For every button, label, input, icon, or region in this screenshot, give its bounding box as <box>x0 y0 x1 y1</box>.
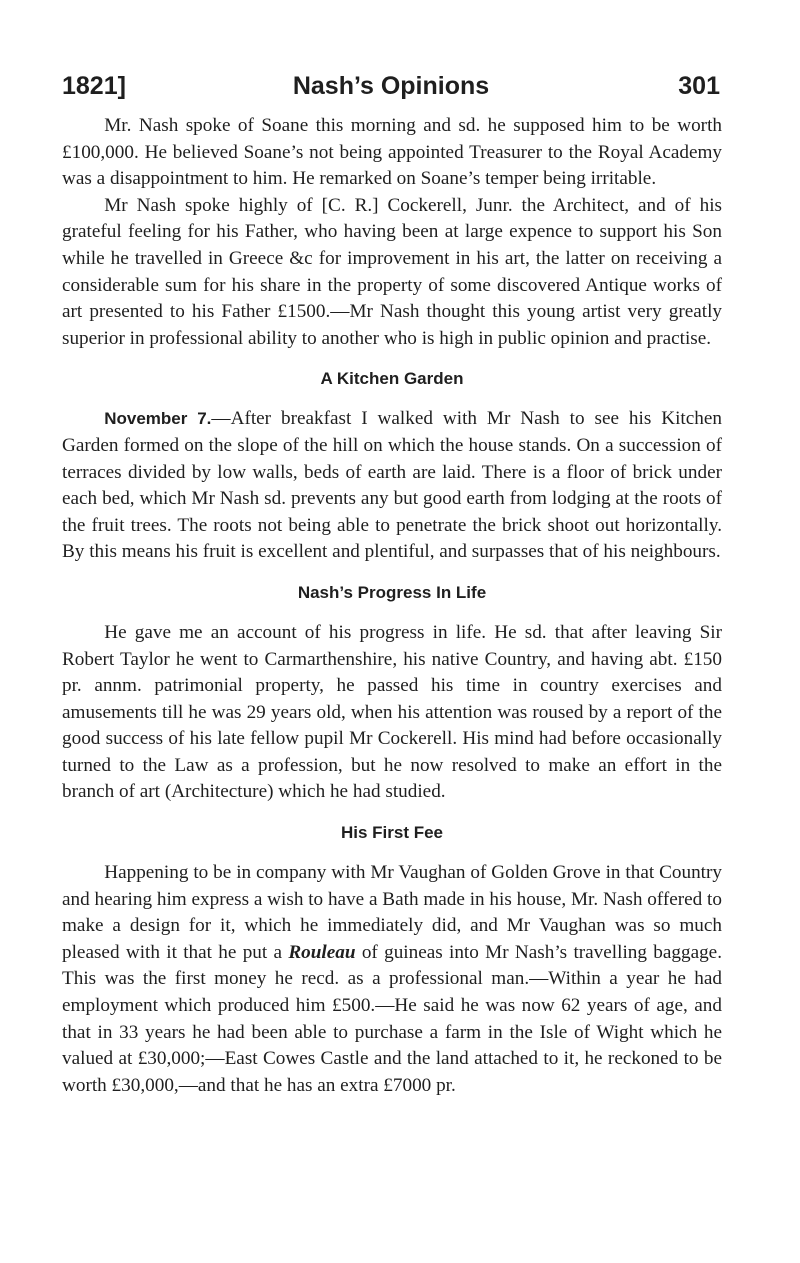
heading-progress-in-life: Nash’s Progress In Life <box>297 582 487 602</box>
body-text <box>62 113 722 1099</box>
running-head-title: Nash’s Opinions <box>292 72 490 100</box>
heading-kitchen-garden: A Kitchen Garden <box>320 369 464 389</box>
paragraph-kitchen-garden <box>62 406 722 566</box>
running-head <box>62 72 720 112</box>
date-lead: November 7. <box>104 409 212 429</box>
paragraph-kitchen-garden-text: —After breakfast I walked with Mr Nash to see his Kitchen Garden formed on the slope of the hill on which the house stands. On a succession of terraces divided by low walls, beds of earth are laid. There is a floor of brick under each bed, which Mr Nash sd. prevents any but good earth from lodging at the roots of the fruit trees. The roots not being able to penetrate the brick shoot out horizontally. By this means his fruit is excellent and plentiful, and surpasses that of his neighbours. <box>62 408 722 563</box>
paragraph-soane-worth: Mr. Nash spoke of Soane this morning and sd. he supposed him to be worth £100,000. He believed Soane’s not being appointed Treasurer to the Royal Academy was a disappointment to him. He remarked on Soane’s temper being irritable. <box>62 115 722 190</box>
paragraph-cockerell: Mr Nash spoke highly of [C. R.] Cockerell, Junr. the Architect, and of his grateful feeling for his Father, who having been at large expence to support his Son while he travelled in Greece &c for improvement in his art, the latter on receiving a considerable sum for his share in the property of some discovered Antique works of art presented to his Father £1500.—Mr Nash thought this young artist very greatly superior in professional ability to another who is high in public opinion and practise. <box>62 194 722 349</box>
paragraph-first-fee-part2: of guineas into Mr Nash’s travelling baggage. This was the first money he recd. as a professional man.—Within a year he had employment which produced him £500.—He said he was now 62 years of age, and that in 33 years he had been able to purchase a farm in the Isle of Wight which he valued at £30,000;—East Cowes Castle and the land attached to it, he reckoned to be worth £30,000,—and that he has an extra £7000 pr. <box>62 941 722 1096</box>
paragraph-progress: He gave me an account of his progress in life. He sd. that after leaving Sir Robert Taylor he went to Carmarthenshire, his native Country, and having abt. £150 pr. annm. patrimonial property, he passed his time in country exercises and amusements till he was 29 years old, when his attention was roused by a report of the good success of his late fellow pupil Mr Cockerell. His mind had before occasionally turned to the Law as a profession, but he now resolved to make an effort in the branch of art (Architecture) which he had studied. <box>62 621 722 803</box>
running-head-year: 1821] <box>62 72 126 100</box>
italic-rouleau: Rouleau <box>288 941 356 963</box>
paragraph-first-fee-part1: Happening to be in company with Mr Vaughan of Golden Grove in that Country and hearing him express a wish to have a Bath made in his house, Mr. Nash offered to make a design for it, which he immediately did, and Mr Vaughan was so much pleased with it that he put a <box>62 862 722 963</box>
heading-first-fee: His First Fee <box>340 823 444 843</box>
page-number: 301 <box>678 72 720 100</box>
paragraph-first-fee <box>62 860 722 1099</box>
